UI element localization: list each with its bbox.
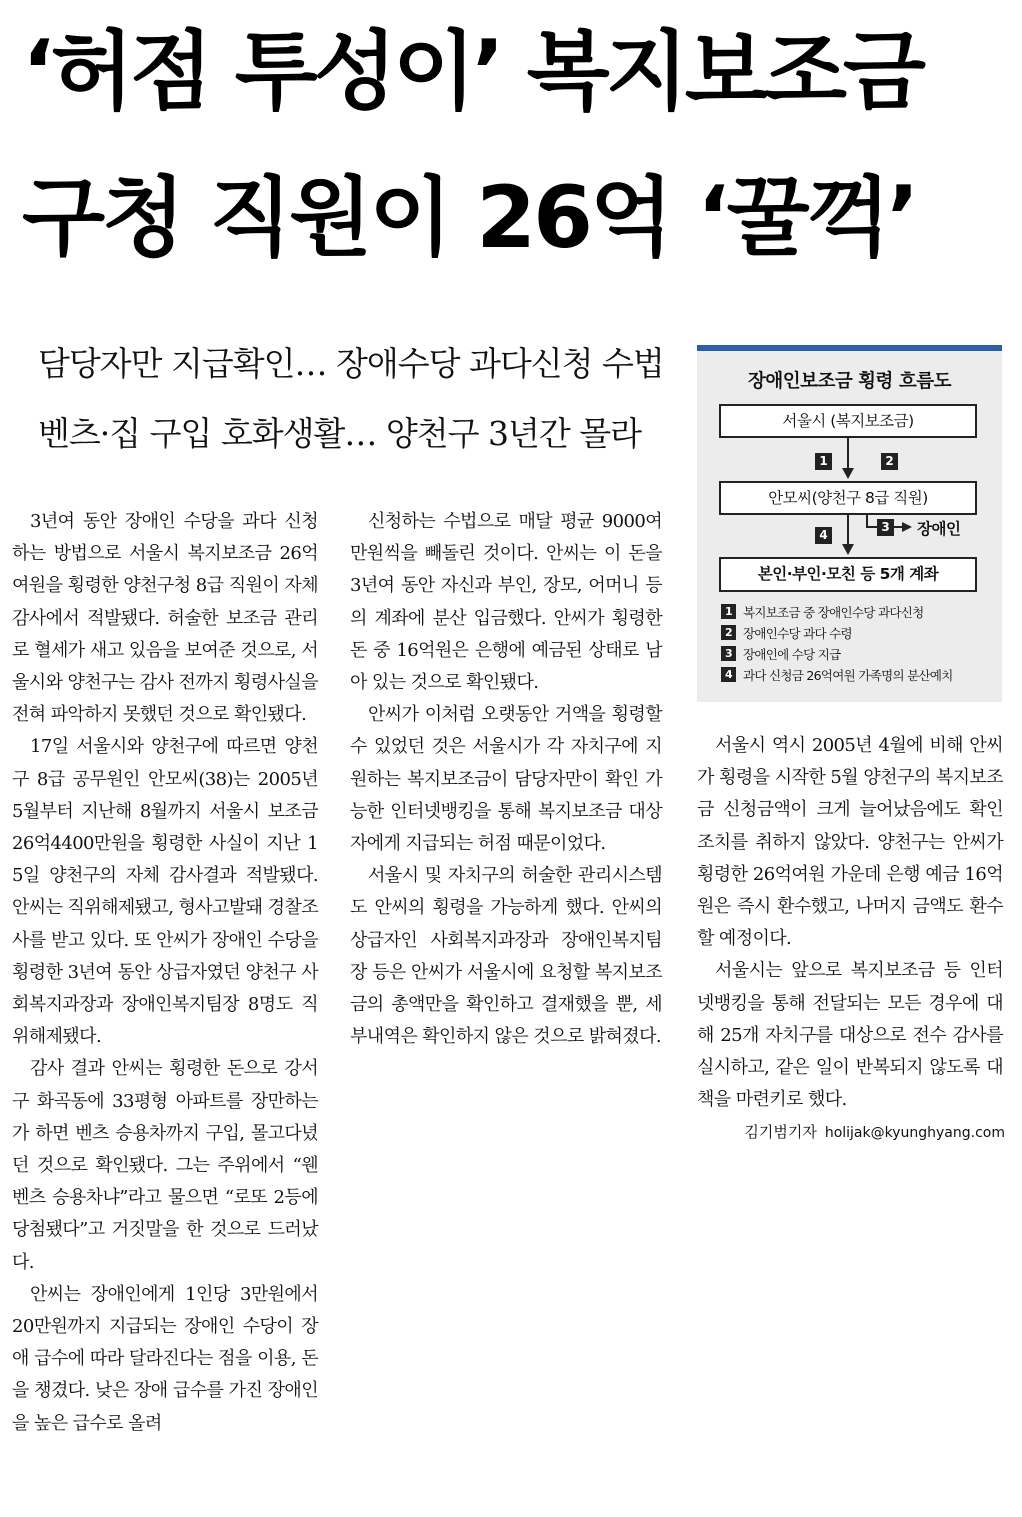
legend-number: 2: [721, 625, 736, 640]
arrow-4-head: [842, 544, 854, 555]
article-column-2: [350, 506, 662, 1053]
legend-text: 장애인수당 과다 수령: [743, 626, 852, 641]
legend-number: 3: [721, 646, 736, 661]
legend-item: [721, 624, 996, 645]
byline: [720, 1118, 1005, 1147]
legend-number: 4: [721, 667, 736, 682]
legend-item: [721, 603, 996, 624]
step-number-1: 1: [815, 453, 832, 470]
paragraph: 안씨가 이처럼 오랫동안 거액을 횡령할 수 있었던 것은 서울시가 각 자치구에 지원하는 복지보조금이 담당자만이 확인 가능한 인터넷뱅킹을 통해 복지보조금 대상자에게 지급되는 허점 때문이었다.: [350, 704, 662, 855]
step-number-2: 2: [881, 453, 898, 470]
step-number-3: 3: [877, 519, 894, 536]
arrow-3-head: [902, 522, 912, 532]
infographic-title: 장애인보조금 횡령 흐름도: [748, 371, 951, 392]
paragraph: 서울시 역시 2005년 4월에 비해 안씨가 횡령을 시작한 5월 양천구의 복지보조금 신청금액이 크게 늘어났음에도 확인 조치를 취하지 않았다. 양천구는 안씨가 횡령한 26억여원 가운데 은행 예금 16억원은 즉시 환수했고, 나머지 금액도 환수할 예정이다.: [697, 735, 1003, 950]
paragraph: 신청하는 수법으로 매달 평균 9000여만원씩을 빼돌린 것이다. 안씨는 이 돈을 3년여 동안 자신과 부인, 장모, 어머니 등의 계좌에 분산 입금했다. 안씨가 횡령한 돈 중 16억원은 은행에 예금된 상태로 남아 있는 것으로 확인됐다.: [350, 511, 662, 694]
article-column-3: [697, 730, 1003, 1116]
paragraph: 17일 서울시와 양천구에 따르면 양천구 8급 공무원인 안모씨(38)는 2005년 5월부터 지난해 8월까지 서울시 보조금 26억4400만원을 횡령한 사실이 지난 15일 양천구의 자체 감사결과 적발됐다. 안씨는 직위해제됐고, 형사고발돼 경찰조사를 받고 있다. 또 안씨가 장애인 수당을 횡령한 3년여 동안 상급자였던 양천구 사회복지과장과 장애인복지팀장 8명도 직위해제됐다.: [12, 736, 318, 1048]
flowchart-infographic: [697, 345, 1002, 702]
flow-box-accounts: 본인·부인·모친 등 5개 계좌: [719, 557, 977, 592]
paragraph: 서울시 및 자치구의 허술한 관리시스템도 안씨의 횡령을 가능하게 했다. 안씨의 상급자인 사회복지과장과 장애인복지팀장 등은 안씨가 서울시에 요청할 복지보조금의 총액만을 확인하고 결재했을 뿐, 세부내역은 확인하지 않은 것으로 밝혀졌다.: [350, 865, 662, 1048]
subheadline-2: 벤츠·집 구입 호화생활… 양천구 3년간 몰라: [38, 414, 641, 453]
flow-box-seoul: 서울시 (복지보조금): [719, 404, 977, 438]
paragraph: 3년여 동안 장애인 수당을 과다 신청하는 방법으로 서울시 복지보조금 26억여원을 횡령한 양천구청 8급 직원이 자체 감사에서 적발됐다. 허술한 보조금 관리로 혈세가 새고 있음을 보여준 것으로, 서울시와 양천구는 감사 전까지 횡령사실을 전혀 파악하지 못했던 것으로 확인됐다.: [12, 511, 318, 726]
legend-text: 과다 신청금 26억여원 가족명의 분산예치: [743, 668, 953, 683]
article-column-1: [12, 506, 318, 1440]
paragraph: 안씨는 장애인에게 1인당 3만원에서 20만원까지 지급되는 장애인 수당이 장애 급수에 따라 달라진다는 점을 이용, 돈을 챙겼다. 낮은 장애 급수를 가진 장애인을 높은 급수로 올려: [12, 1283, 318, 1434]
paragraph: 서울시는 앞으로 복지보조금 등 인터넷뱅킹을 통해 전달되는 모든 경우에 대해 25개 자치구를 대상으로 전수 감사를 실시하고, 같은 일이 반복되지 않도록 대책을 마련키로 했다.: [697, 960, 1003, 1111]
legend-number: 1: [721, 604, 736, 619]
headline-line-2: 구청 직원이 26억 ‘꿀꺽’: [22, 168, 917, 268]
legend-item: [721, 666, 996, 687]
legend-text: 장애인에 수당 지급: [743, 647, 841, 662]
step-number-4: 4: [815, 527, 832, 544]
paragraph: 감사 결과 안씨는 횡령한 돈으로 강서구 화곡동에 33평형 아파트를 장만하는가 하면 벤츠 승용차까지 구입, 몰고다녔던 것으로 확인됐다. 그는 주위에서 “웬 벤츠 승용차냐”라고 물으면 “로또 2등에 당첨됐다”고 거짓말을 한 것으로 드러났다.: [12, 1058, 318, 1273]
reporter-name: 김기범기자: [744, 1123, 817, 1141]
legend-item: [721, 645, 996, 666]
headline-line-1: ‘허점 투성이’ 복지보조금: [22, 22, 922, 122]
arrow-1-head: [842, 468, 854, 479]
flow-box-suspect: 안모씨(양천구 8급 직원): [719, 481, 977, 515]
legend-text: 복지보조금 중 장애인수당 과다신청: [743, 605, 924, 620]
flow-label-disabled: 장애인: [917, 520, 961, 538]
reporter-email: holijak@kyunghyang.com: [824, 1125, 1005, 1141]
subheadline-1: 담당자만 지급확인… 장애수당 과다신청 수법: [38, 344, 664, 383]
infographic-legend: [721, 603, 996, 687]
